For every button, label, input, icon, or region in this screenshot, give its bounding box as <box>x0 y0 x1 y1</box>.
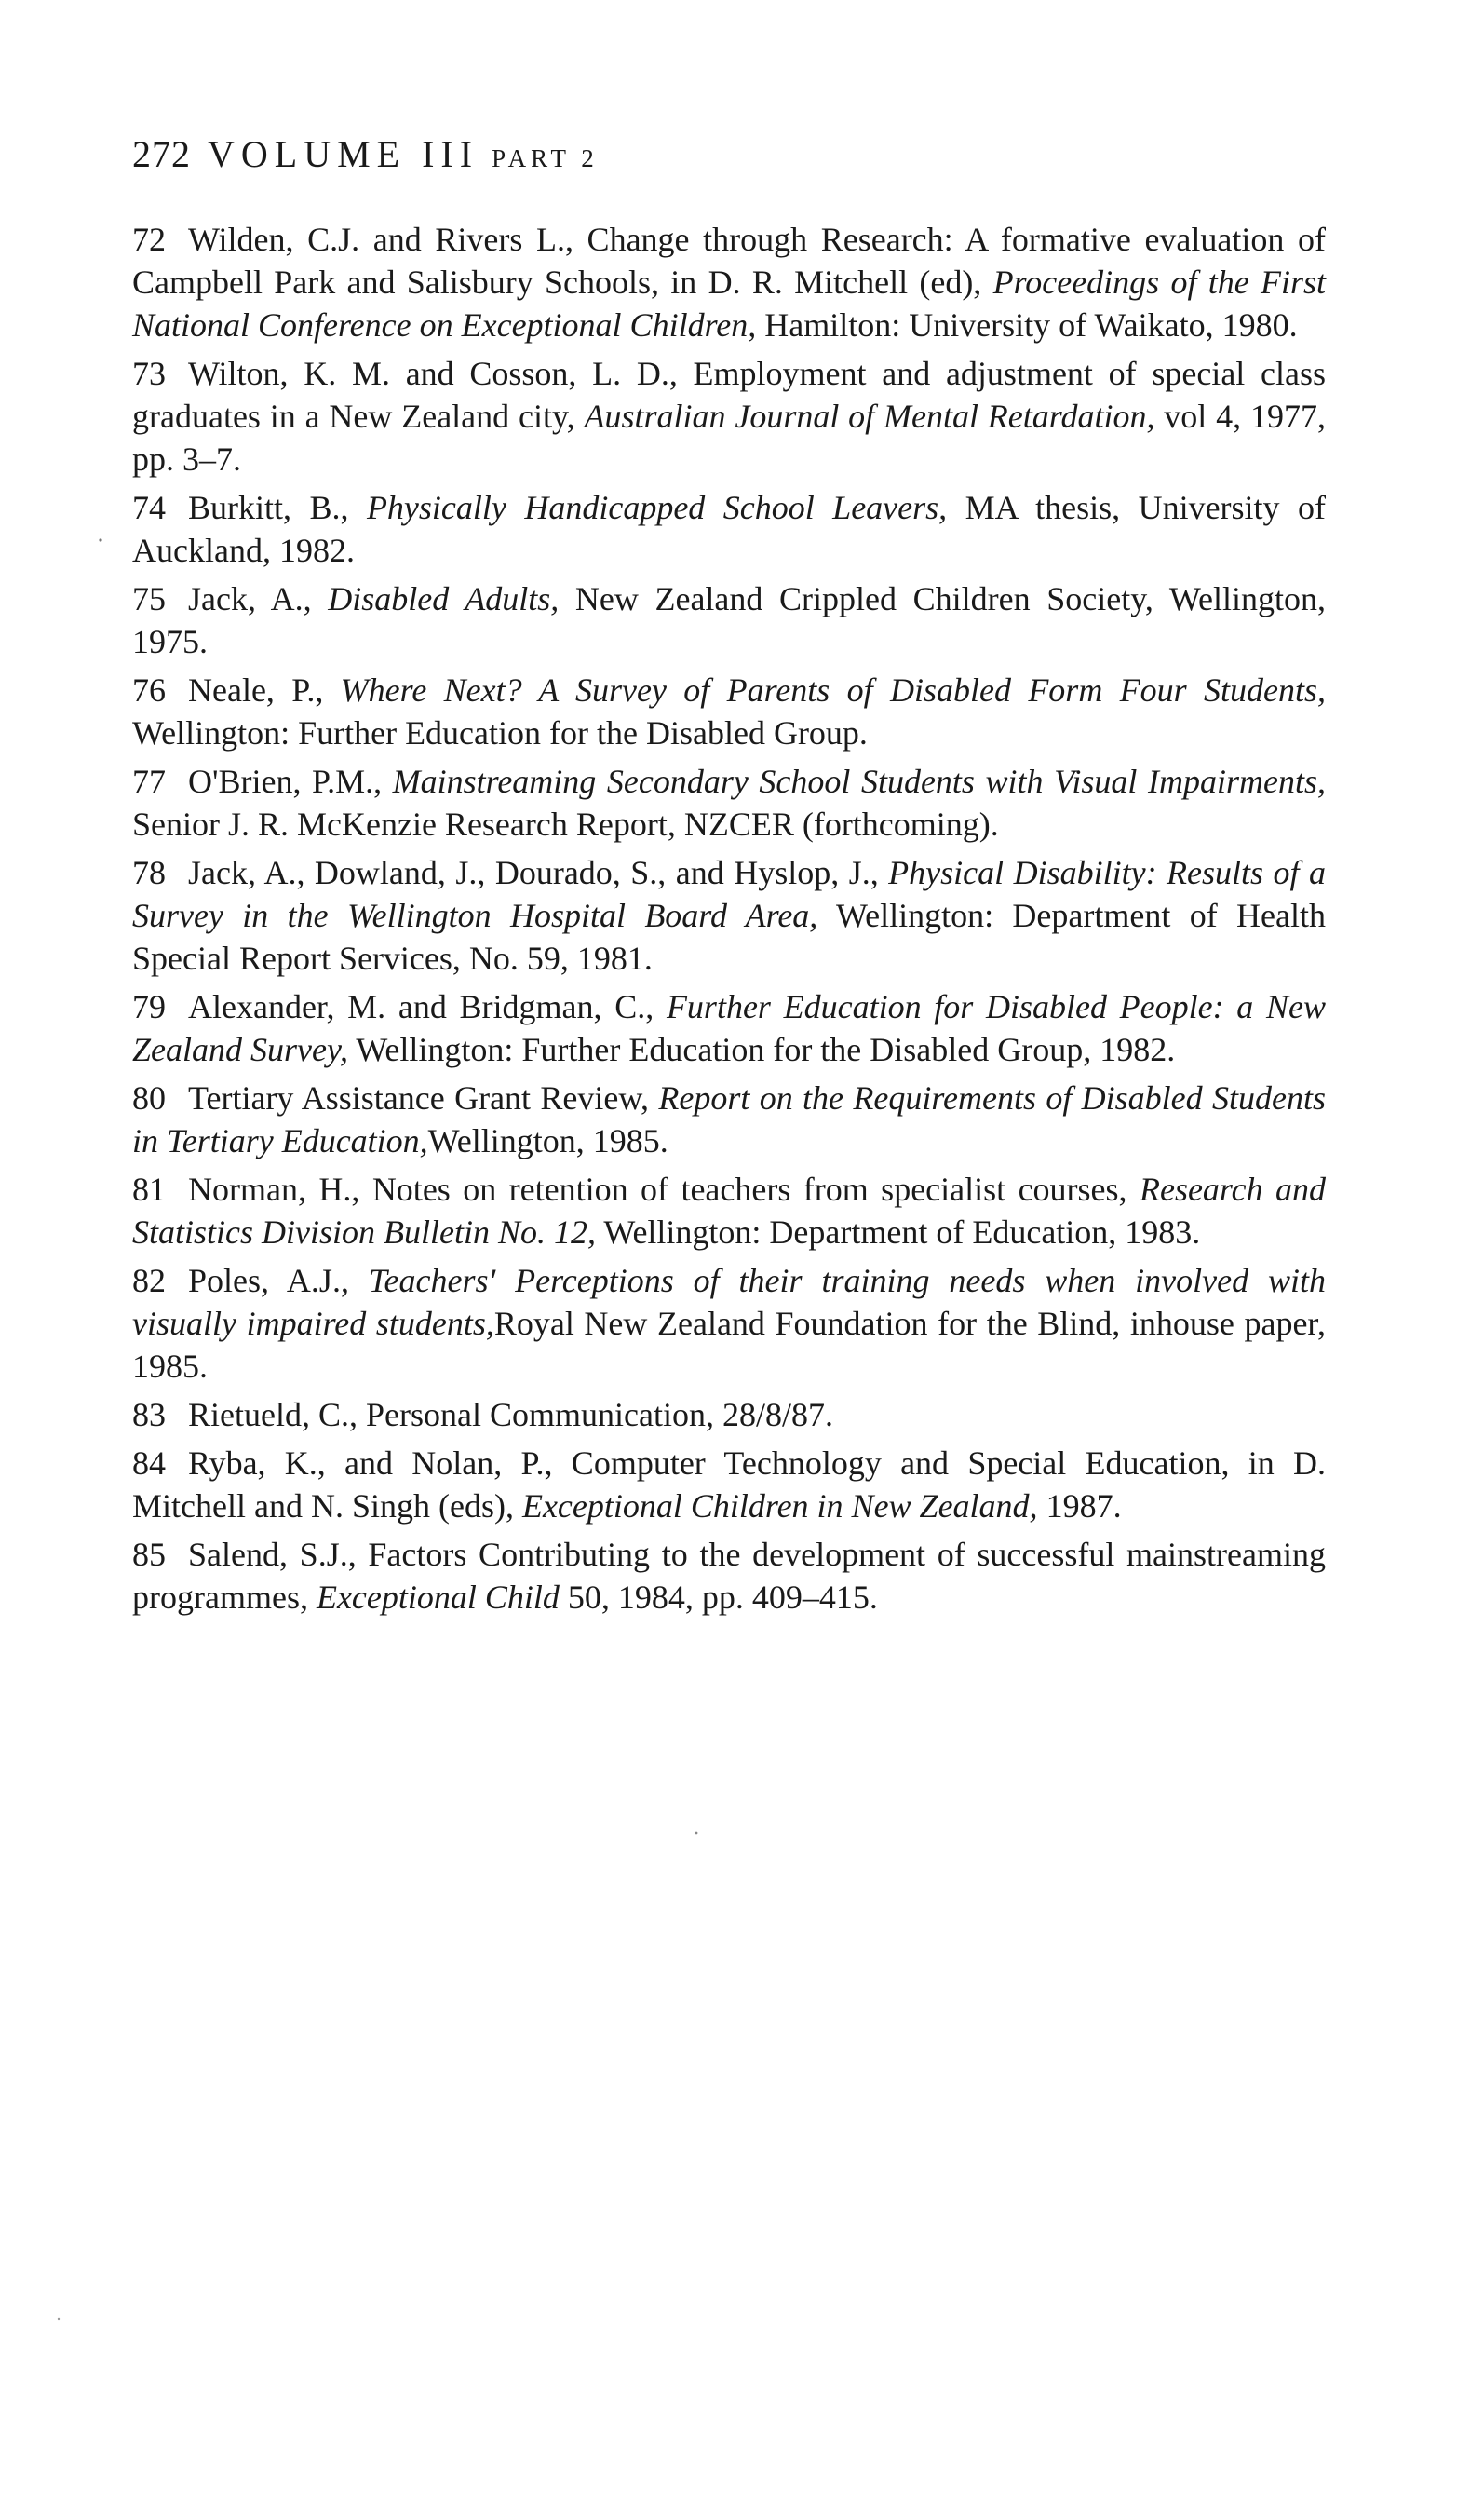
reference-text: Wellington, 1985. <box>427 1122 668 1159</box>
reference-number: 84 <box>132 1444 166 1482</box>
reference-entry <box>132 486 1326 572</box>
reference-number: 72 <box>132 221 166 258</box>
reference-entry <box>132 218 1326 346</box>
reference-number: 82 <box>132 1262 166 1299</box>
reference-title: Exceptional Children in New Zealand, <box>521 1487 1038 1525</box>
reference-text: 50, 1984, pp. 409–415. <box>559 1579 878 1616</box>
scan-speck <box>99 538 101 541</box>
reference-title: Report on the Requirements of Disabled Students in Tertiary Education, <box>132 1079 1326 1159</box>
reference-number: 79 <box>132 988 166 1025</box>
reference-text: Poles, A.J., <box>188 1262 369 1299</box>
reference-entry <box>132 1533 1326 1619</box>
reference-text: Norman, H., Notes on retention of teachers from specialist courses, <box>188 1171 1140 1208</box>
reference-text: Salend, S.J., Factors Contributing to the development of successful mainstreaming programmes, <box>132 1536 1326 1616</box>
reference-number: 81 <box>132 1171 166 1208</box>
volume-label: VOLUME III <box>208 133 479 175</box>
reference-text: Wellington: Department of Health Special Report Services, No. 59, 1981. <box>132 897 1326 977</box>
page-number: 272 <box>132 133 191 175</box>
reference-text: 1987. <box>1037 1487 1122 1525</box>
reference-number: 74 <box>132 489 166 526</box>
reference-entry <box>132 1168 1326 1254</box>
reference-entry <box>132 577 1326 663</box>
reference-text: Wellington: Further Education for the Disabled Group. <box>132 714 868 752</box>
reference-entry <box>132 851 1326 980</box>
reference-text: Rietueld, C., Personal Communication, 28/8/87. <box>188 1396 833 1433</box>
reference-title: Research and Statistics Division Bulletin No. 12, <box>132 1171 1327 1251</box>
reference-text: Hamilton: University of Waikato, 1980. <box>756 306 1298 344</box>
reference-text: Ryba, K., and Nolan, P., Computer Technology and Special Education, in D. Mitchell and N. Singh (eds), <box>132 1444 1326 1525</box>
reference-text: New Zealand Crippled Children Society, Wellington, 1975. <box>132 580 1326 660</box>
reference-number: 77 <box>132 763 166 800</box>
reference-text: Neale, P., <box>188 671 341 709</box>
reference-number: 73 <box>132 355 166 392</box>
reference-text: Senior J. R. McKenzie Research Report, NZCER (forthcoming). <box>132 806 999 843</box>
reference-entry <box>132 669 1326 754</box>
part-label: PART 2 <box>492 144 599 172</box>
reference-text: Wellington: Department of Education, 1983. <box>596 1213 1201 1251</box>
reference-text: Royal New Zealand Foundation for the Blind, inhouse paper, 1985. <box>132 1305 1326 1385</box>
reference-number: 78 <box>132 854 166 891</box>
reference-entry <box>132 1442 1326 1527</box>
reference-entry <box>132 985 1326 1071</box>
reference-title: Physical Disability: Results of a Survey in the Wellington Hospital Board Area, <box>132 854 1326 934</box>
reference-number: 83 <box>132 1396 166 1433</box>
reference-title: Teachers' Perceptions of their training needs when involved with visually impaired students, <box>132 1262 1326 1342</box>
reference-text: Jack, A., <box>188 580 329 617</box>
reference-text: Wellington: Further Education for the Disabled Group, 1982. <box>347 1031 1176 1068</box>
reference-text: vol 4, 1977, pp. 3–7. <box>132 398 1326 478</box>
reference-text: Jack, A., Dowland, J., Dourado, S., and Hyslop, J., <box>188 854 889 891</box>
reference-title: Australian Journal of Mental Retardation, <box>584 398 1155 435</box>
reference-text: Alexander, M. and Bridgman, C., <box>188 988 667 1025</box>
reference-number: 76 <box>132 671 166 709</box>
reference-title: Where Next? A Survey of Parents of Disabled Form Four Students, <box>340 671 1326 709</box>
reference-title: Mainstreaming Secondary School Students with Visual Impairments, <box>392 763 1326 800</box>
reference-text: MA thesis, University of Auckland, 1982. <box>132 489 1326 569</box>
reference-title: Exceptional Child <box>316 1579 560 1616</box>
reference-number: 80 <box>132 1079 166 1117</box>
running-head <box>132 132 1326 181</box>
reference-entry <box>132 1077 1326 1162</box>
reference-title: Physically Handicapped School Leavers, <box>366 489 948 526</box>
reference-title: Further Education for Disabled People: a New Zealand Survey, <box>132 988 1327 1068</box>
reference-entry <box>132 1393 1326 1436</box>
reference-text: Wilton, K. M. and Cosson, L. D., Employment and adjustment of special class graduates in a New Zealand city, <box>132 355 1326 435</box>
reference-text: Burkitt, B., <box>188 489 367 526</box>
reference-entry <box>132 352 1326 481</box>
reference-text: Tertiary Assistance Grant Review, <box>188 1079 659 1117</box>
reference-entry <box>132 760 1326 846</box>
reference-title: Proceedings of the First National Conference on Exceptional Children, <box>132 264 1326 344</box>
page <box>132 132 1326 1624</box>
reference-list <box>132 218 1326 1619</box>
reference-text: O'Brien, P.M., <box>188 763 393 800</box>
reference-number: 75 <box>132 580 166 617</box>
reference-number: 85 <box>132 1536 166 1573</box>
reference-text: Wilden, C.J. and Rivers L., Change through Research: A formative evaluation of Campbell Park and Salisbury Schools, in D. R. Mitchell (ed), <box>132 221 1326 301</box>
scan-speck <box>58 2318 60 2320</box>
reference-entry <box>132 1259 1326 1388</box>
reference-title: Disabled Adults, <box>328 580 560 617</box>
scan-speck <box>695 1832 698 1835</box>
